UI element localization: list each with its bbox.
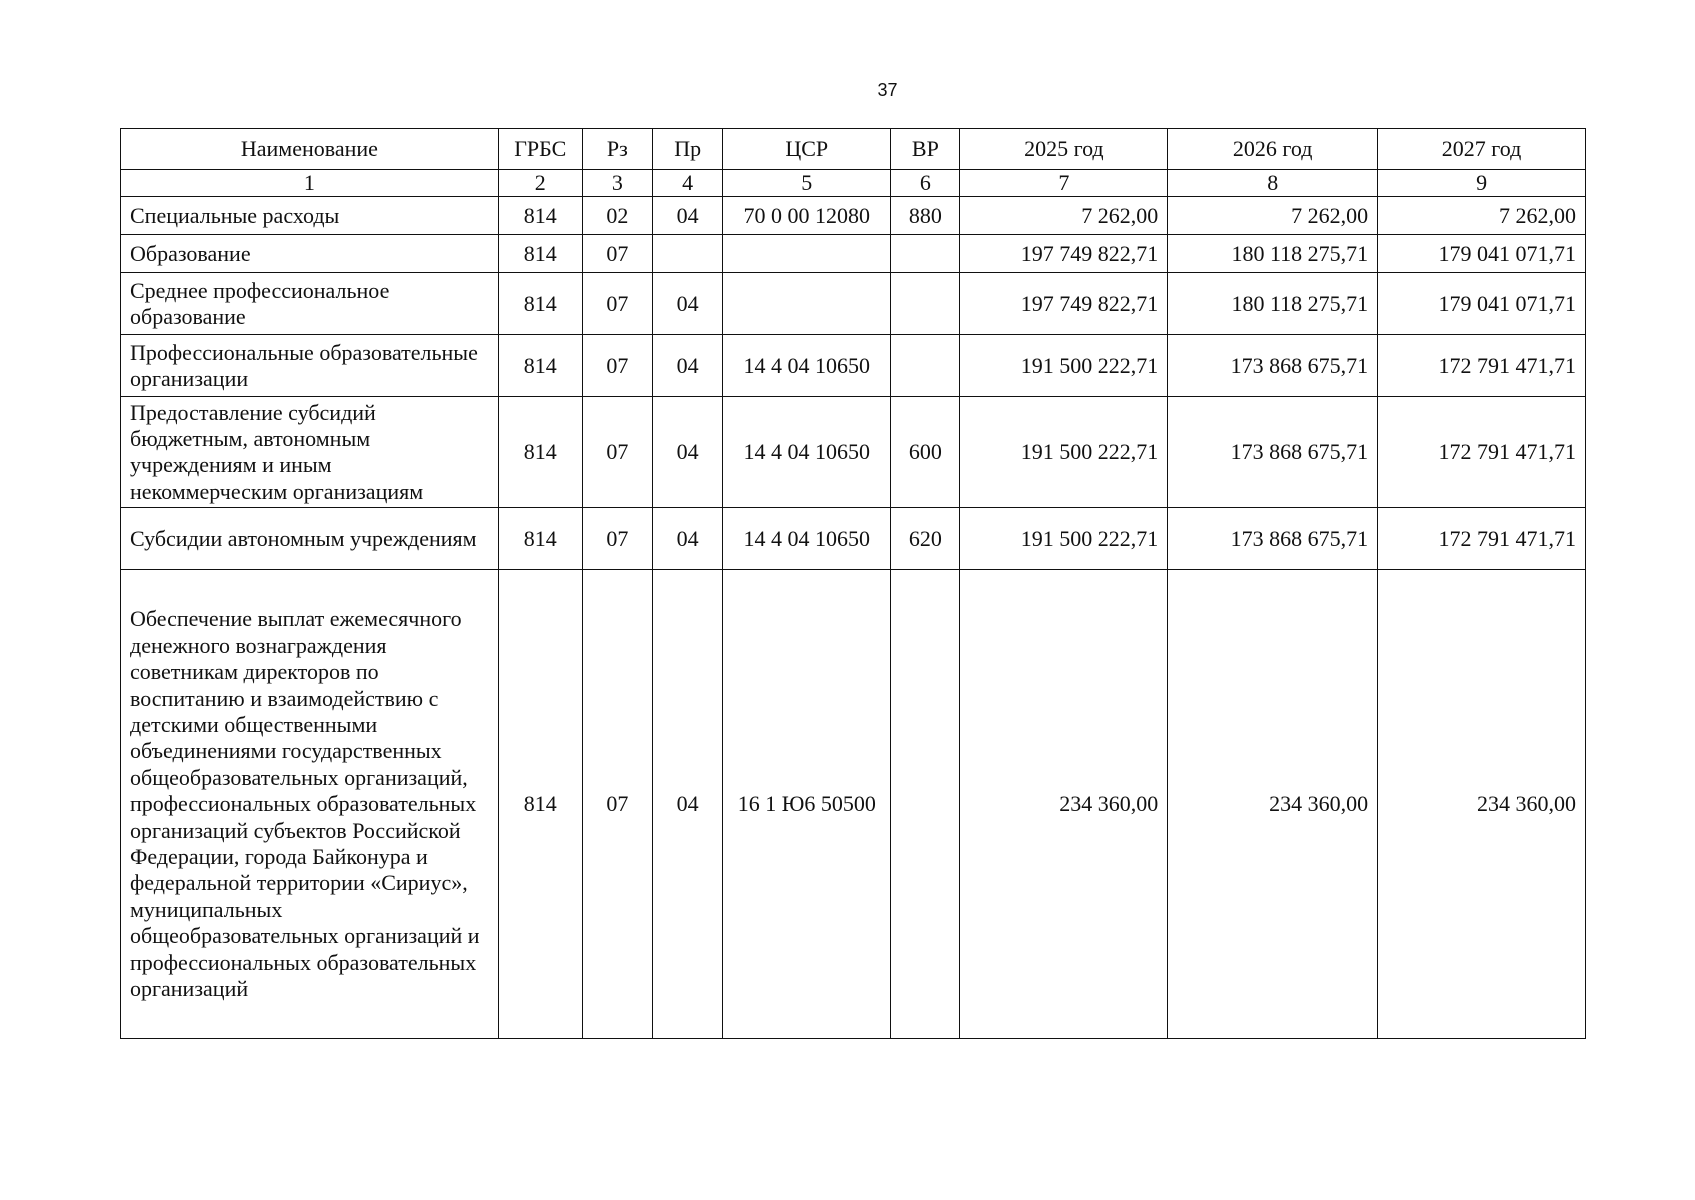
page-number: 37 — [877, 80, 898, 100]
row-pr: 04 — [653, 397, 723, 508]
row-pr — [653, 235, 723, 273]
row-csr: 14 4 04 10650 — [723, 397, 891, 508]
column-number: 3 — [582, 170, 652, 197]
header-2025: 2025 год — [960, 129, 1168, 170]
table-row — [121, 235, 1586, 273]
row-amount-2025: 234 360,00 — [960, 570, 1168, 1039]
row-amount-2027: 179 041 071,71 — [1378, 235, 1586, 273]
table-row — [121, 335, 1586, 397]
row-vr: 880 — [891, 197, 960, 235]
row-amount-2026: 173 868 675,71 — [1168, 397, 1378, 508]
row-name: Среднее профессиональное образование — [121, 273, 499, 335]
row-name: Субсидии автономным учреждениям — [121, 508, 499, 570]
row-grbs: 814 — [498, 508, 582, 570]
row-csr — [723, 235, 891, 273]
row-name: Специальные расходы — [121, 197, 499, 235]
row-grbs: 814 — [498, 570, 582, 1039]
row-grbs: 814 — [498, 235, 582, 273]
header-vr: ВР — [891, 129, 960, 170]
row-amount-2025: 191 500 222,71 — [960, 335, 1168, 397]
row-amount-2025: 191 500 222,71 — [960, 397, 1168, 508]
column-number: 8 — [1168, 170, 1378, 197]
column-number: 5 — [723, 170, 891, 197]
row-rz: 07 — [582, 335, 652, 397]
row-csr: 70 0 00 12080 — [723, 197, 891, 235]
row-name: Предоставление субсидий бюджетным, автономным учреждениям и иным некоммерческим организациям — [121, 397, 499, 508]
row-amount-2027: 172 791 471,71 — [1378, 335, 1586, 397]
row-rz: 07 — [582, 397, 652, 508]
column-number: 7 — [960, 170, 1168, 197]
header-csr: ЦСР — [723, 129, 891, 170]
row-amount-2026: 180 118 275,71 — [1168, 235, 1378, 273]
table-row — [121, 197, 1586, 235]
row-vr — [891, 570, 960, 1039]
row-csr: 14 4 04 10650 — [723, 508, 891, 570]
column-number: 6 — [891, 170, 960, 197]
row-amount-2025: 197 749 822,71 — [960, 235, 1168, 273]
column-number: 9 — [1378, 170, 1586, 197]
row-rz: 07 — [582, 508, 652, 570]
row-rz: 07 — [582, 235, 652, 273]
header-pr: Пр — [653, 129, 723, 170]
table-row — [121, 273, 1586, 335]
row-grbs: 814 — [498, 197, 582, 235]
row-rz: 07 — [582, 273, 652, 335]
table-row — [121, 570, 1586, 1039]
row-csr: 14 4 04 10650 — [723, 335, 891, 397]
row-name: Обеспечение выплат ежемесячного денежного вознаграждения советникам директоров по воспитанию и взаимодействию с детскими общественными объединениями государственных общеобразовательных организаций, профессиональных образовательных организаций субъектов Российской Федерации, города Байконура и федеральной территории «Сириус», муниципальных общеобразовательных организаций и профессиональных образовательных организаций — [121, 570, 499, 1039]
row-pr: 04 — [653, 335, 723, 397]
row-vr — [891, 273, 960, 335]
table-row — [121, 508, 1586, 570]
table-row — [121, 397, 1586, 508]
row-pr: 04 — [653, 197, 723, 235]
row-amount-2025: 191 500 222,71 — [960, 508, 1168, 570]
row-vr — [891, 335, 960, 397]
header-name: Наименование — [121, 129, 499, 170]
row-grbs: 814 — [498, 397, 582, 508]
row-vr: 600 — [891, 397, 960, 508]
row-rz: 02 — [582, 197, 652, 235]
row-amount-2027: 172 791 471,71 — [1378, 508, 1586, 570]
column-number: 2 — [498, 170, 582, 197]
row-pr: 04 — [653, 570, 723, 1039]
budget-table — [120, 128, 1586, 1039]
column-number: 4 — [653, 170, 723, 197]
row-amount-2026: 173 868 675,71 — [1168, 508, 1378, 570]
column-number-row — [121, 170, 1586, 197]
header-row — [121, 129, 1586, 170]
row-pr: 04 — [653, 273, 723, 335]
row-name: Образование — [121, 235, 499, 273]
row-rz: 07 — [582, 570, 652, 1039]
row-amount-2025: 7 262,00 — [960, 197, 1168, 235]
row-pr: 04 — [653, 508, 723, 570]
row-grbs: 814 — [498, 335, 582, 397]
header-grbs: ГРБС — [498, 129, 582, 170]
row-vr: 620 — [891, 508, 960, 570]
row-amount-2027: 234 360,00 — [1378, 570, 1586, 1039]
row-amount-2027: 172 791 471,71 — [1378, 397, 1586, 508]
row-amount-2025: 197 749 822,71 — [960, 273, 1168, 335]
row-amount-2026: 173 868 675,71 — [1168, 335, 1378, 397]
row-amount-2026: 180 118 275,71 — [1168, 273, 1378, 335]
header-rz: Рз — [582, 129, 652, 170]
header-2027: 2027 год — [1378, 129, 1586, 170]
header-2026: 2026 год — [1168, 129, 1378, 170]
row-amount-2027: 179 041 071,71 — [1378, 273, 1586, 335]
row-vr — [891, 235, 960, 273]
column-number: 1 — [121, 170, 499, 197]
row-csr — [723, 273, 891, 335]
row-amount-2026: 7 262,00 — [1168, 197, 1378, 235]
row-csr: 16 1 Ю6 50500 — [723, 570, 891, 1039]
row-amount-2026: 234 360,00 — [1168, 570, 1378, 1039]
row-grbs: 814 — [498, 273, 582, 335]
row-amount-2027: 7 262,00 — [1378, 197, 1586, 235]
row-name: Профессиональные образовательные организации — [121, 335, 499, 397]
